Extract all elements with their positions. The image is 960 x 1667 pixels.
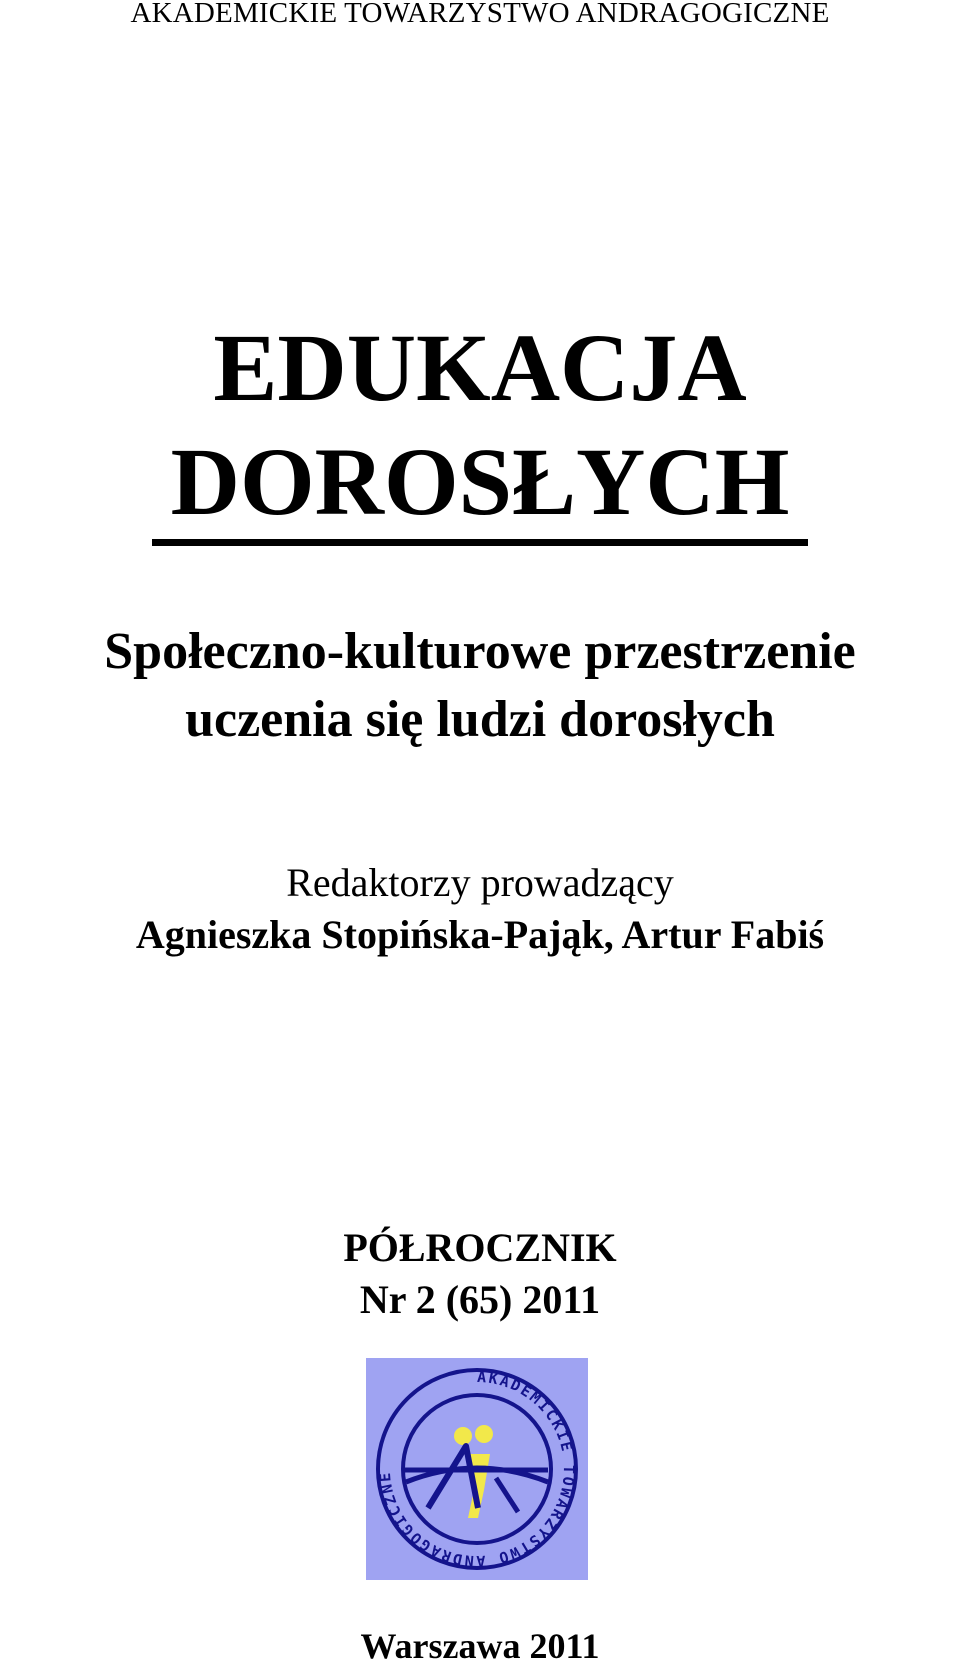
editors-names: Agnieszka Stopińska-Pająk, Artur Fabiś <box>135 912 825 957</box>
society-logo-emblem <box>366 1358 588 1580</box>
journal-title-line-2: DOROSŁYCH <box>170 428 790 535</box>
logo-ring-lettering: AKADEMICKIE TOWARZYSTWO ANDRAGOGICZNE <box>375 1367 579 1571</box>
editors-label: Redaktorzy prowadzący <box>286 860 674 905</box>
logo-figure-head-left <box>454 1427 472 1445</box>
society-logo <box>366 1358 588 1580</box>
place-and-year: Warszawa 2011 <box>360 1626 600 1666</box>
title-underline <box>152 539 808 546</box>
issue-subtitle-line-1: Społeczno-kulturowe przestrzenie <box>104 623 856 680</box>
organization-name: AKADEMICKIE TOWARZYSTWO ANDRAGOGICZNE <box>130 0 830 29</box>
logo-letter-a <box>428 1446 478 1508</box>
publication-kind: PÓŁROCZNIK <box>343 1225 617 1270</box>
logo-figure-head-right <box>475 1425 493 1443</box>
journal-title-line-1: EDUKACJA <box>213 314 747 421</box>
issue-number: Nr 2 (65) 2011 <box>359 1277 601 1322</box>
issue-subtitle-line-2: uczenia się ludzi dorosłych <box>185 691 775 748</box>
logo-stroke-right <box>496 1478 518 1512</box>
